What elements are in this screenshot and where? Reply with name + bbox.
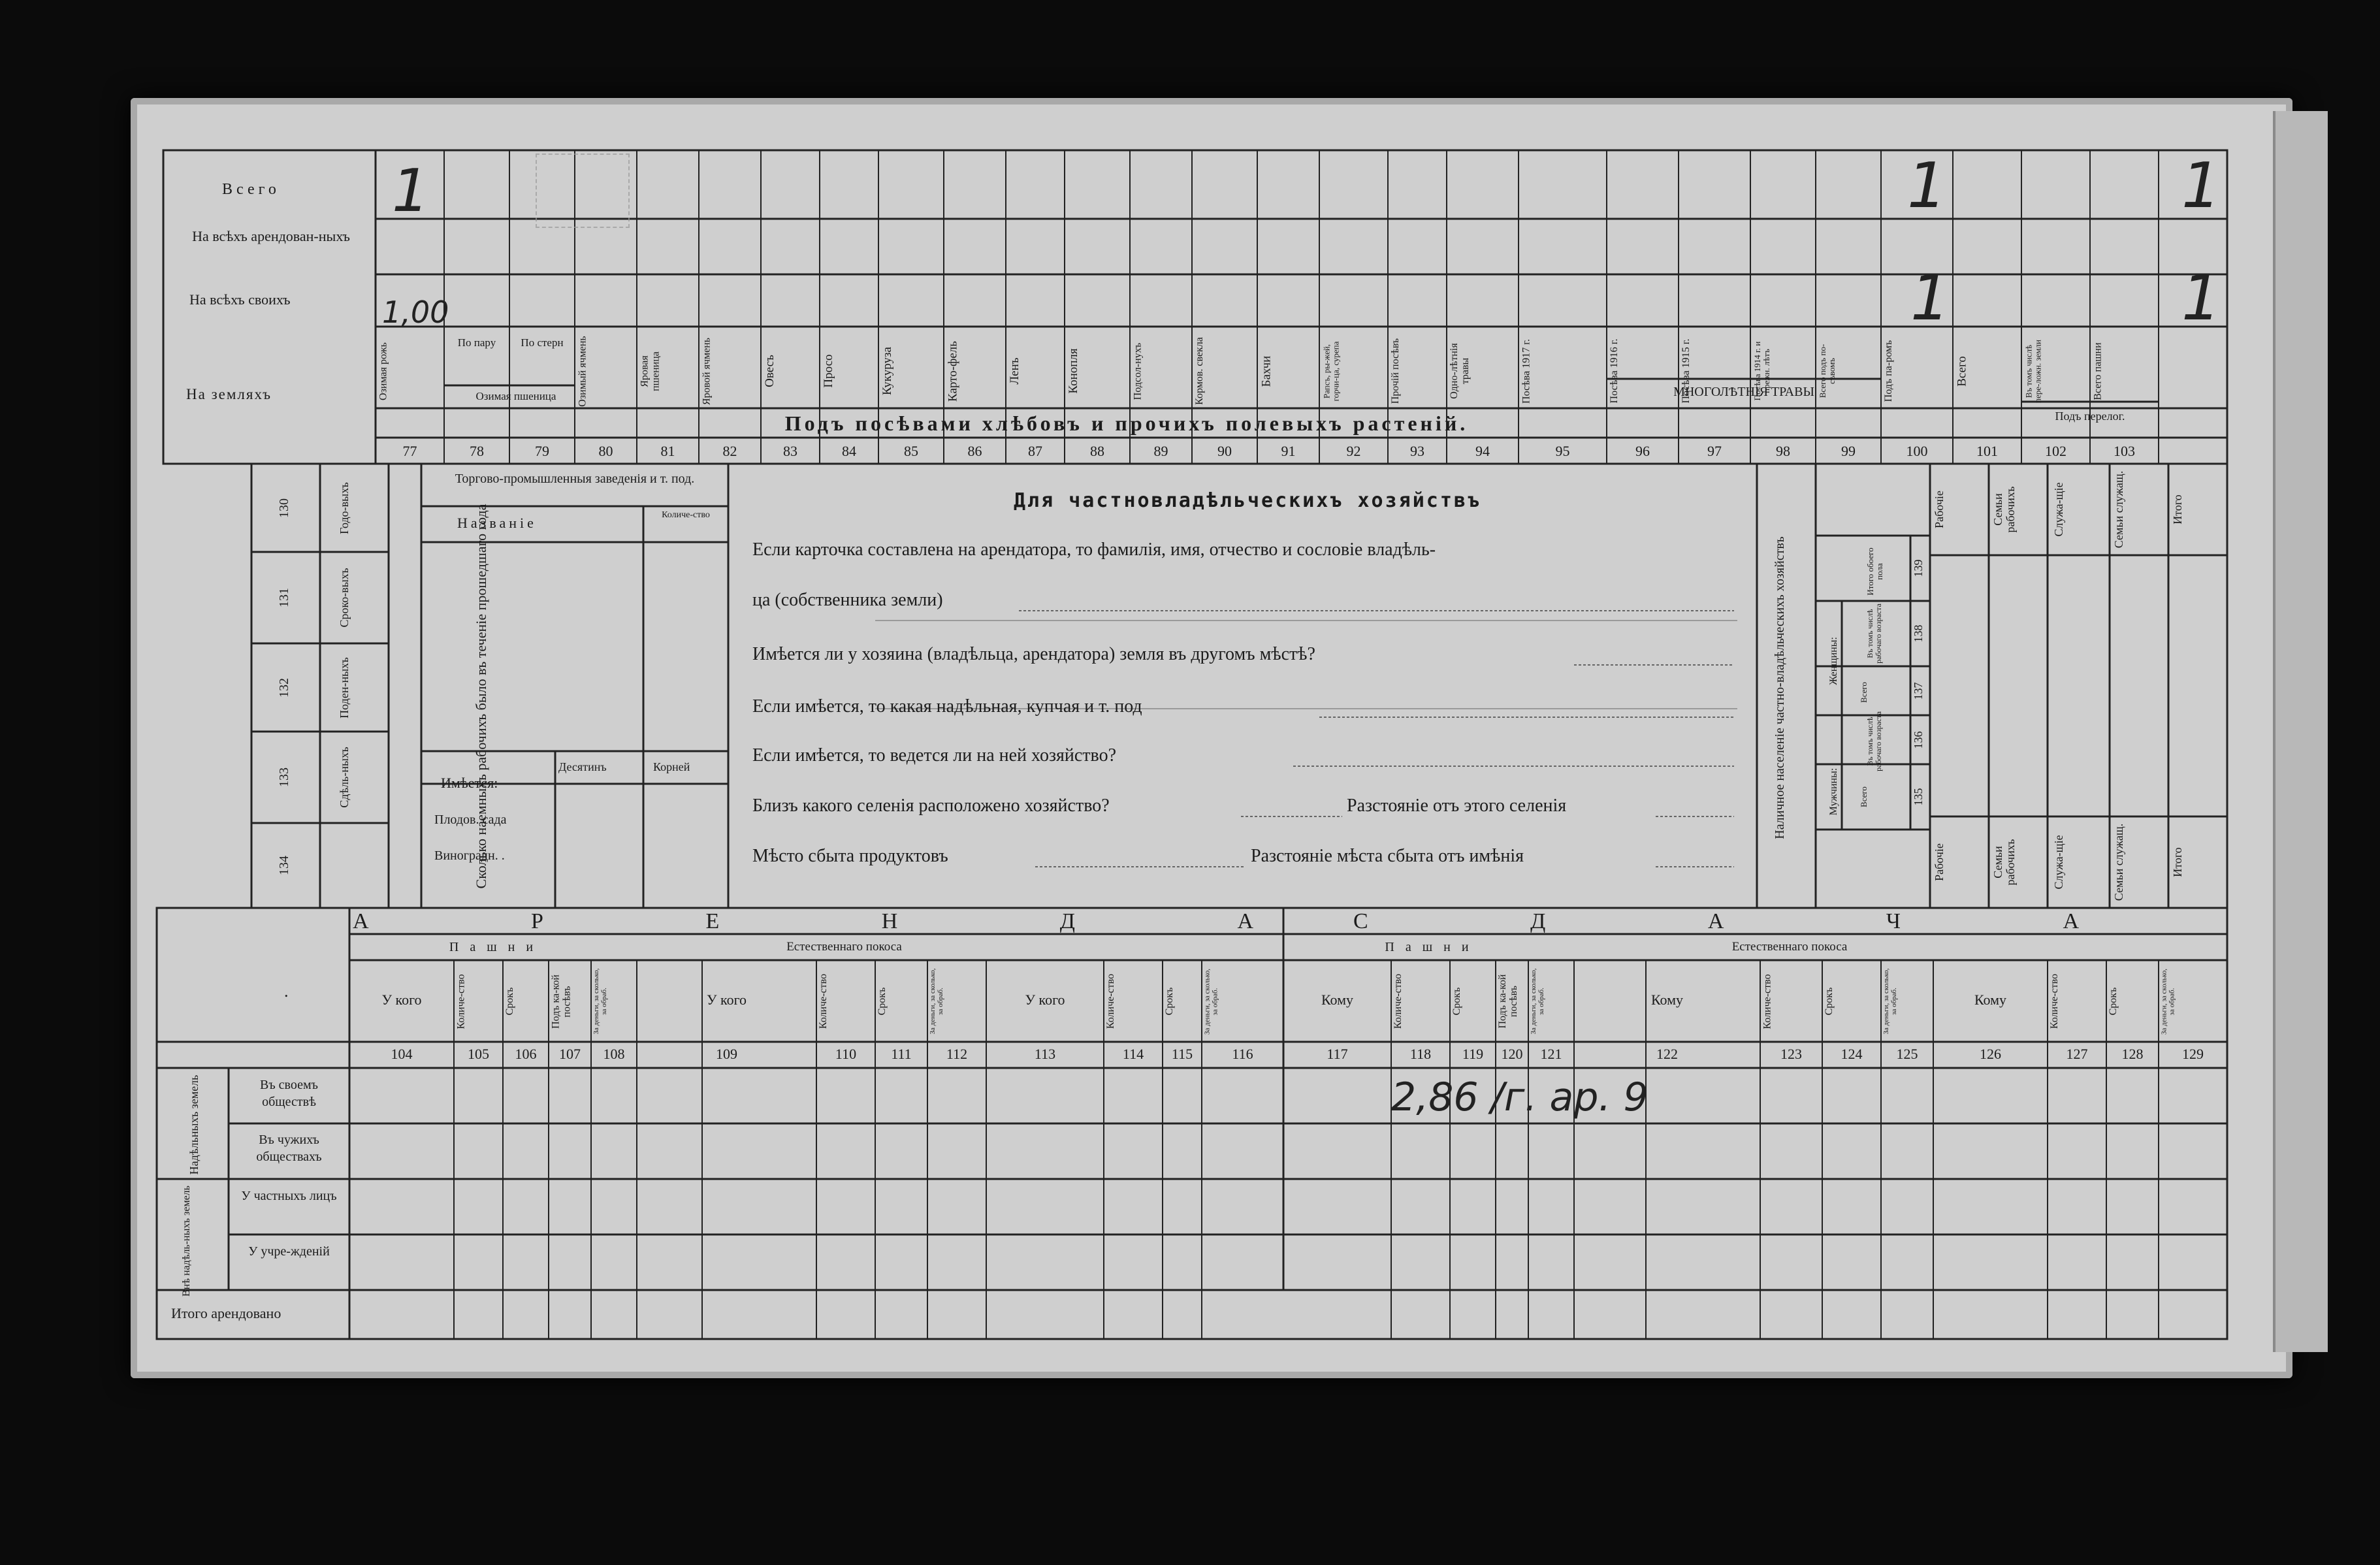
- hired-workers-label: Сколько наемныхъ рабочихъ было въ теченіе прошедшаго года: [473, 504, 489, 889]
- top-col-number: 97: [1707, 443, 1722, 459]
- bottom-col-number: 129: [2182, 1046, 2204, 1062]
- population-men: Мужчины:: [1828, 767, 1839, 816]
- top-col-number: 100: [1906, 443, 1928, 459]
- arenda-pokos: Естественнаго покоса: [786, 940, 902, 954]
- top-col-label: Просо: [822, 354, 835, 388]
- top-col-label: Всего: [1955, 355, 1969, 387]
- bottom-col-label: Кому: [1650, 992, 1684, 1008]
- private-q6: Мѣсто сбыта продуктовъ: [752, 846, 948, 866]
- top-col-label: Карто-фель: [946, 340, 959, 402]
- bottom-col-label: За деньги, за сколько, за обраб.: [2160, 968, 2176, 1035]
- bottom-col-label: За деньги, за сколько, за обраб.: [929, 968, 944, 1035]
- top-col-label: Ленъ: [1008, 357, 1021, 385]
- top-col-number: 86: [967, 443, 982, 459]
- arenda-pashni: П а ш н и: [449, 940, 538, 954]
- orchard-desyatin: Десятинъ: [558, 760, 607, 773]
- right-footer-label: Семьи служащ.: [2112, 823, 2125, 901]
- right-header-label: Семьи служащ.: [2112, 470, 2125, 549]
- top-col-number: 93: [1410, 443, 1424, 459]
- bottom-col-label: Срокъ: [876, 987, 888, 1016]
- sdacha-pokos: Естественнаго покоса: [1731, 940, 1848, 954]
- top-col-number: 91: [1281, 443, 1296, 459]
- right-footer-label: Итого: [2171, 847, 2184, 877]
- top-col-number: 96: [1635, 443, 1650, 459]
- top-col-number: 101: [1976, 443, 1998, 459]
- bottom-col-number: 118: [1409, 1046, 1432, 1062]
- top-col-number: 102: [2045, 443, 2066, 459]
- bottom-col-number: 115: [1171, 1046, 1193, 1062]
- top-col-number: 89: [1153, 443, 1168, 459]
- bottom-col-number: 110: [835, 1046, 857, 1062]
- population-col-number: 139: [1912, 559, 1925, 577]
- top-col-label: Всего подъ по-сѣвомъ: [1818, 344, 1837, 398]
- private-q6b: Разстояніе мѣста сбыта отъ имѣнія: [1251, 846, 1524, 866]
- top-col-label: Яровой ячмень: [701, 337, 712, 405]
- left-col-label: Сдѣль-ныхъ: [338, 747, 351, 808]
- top-col-label: Посѣва 1917 г.: [1520, 338, 1532, 404]
- hand-total-103: 1: [2181, 150, 2221, 222]
- bottom-col-number: 125: [1896, 1046, 1918, 1062]
- bottom-col-number: 128: [2121, 1046, 2144, 1062]
- private-title: Для частновладѣльческихъ хозяйствъ: [1013, 489, 1482, 512]
- top-col-label: Озимая рожь: [378, 342, 389, 400]
- top-col-label: Всего пашни: [2092, 342, 2103, 400]
- private-q5: Близъ какого селенія расположено хозяйство?: [752, 796, 1110, 816]
- bottom-col-label: Кому: [1321, 992, 1354, 1008]
- top-col-number: 80: [598, 443, 613, 459]
- top-col-label: Кормов. свекла: [1194, 337, 1205, 405]
- trade-qty-header: Количе-ство: [662, 510, 710, 520]
- top-col-number: 83: [783, 443, 797, 459]
- orchard-vineyard: Виноградн. .: [434, 848, 505, 863]
- orchard-fruit: Плодов. сада: [434, 813, 507, 827]
- private-q1: Если карточка составлена на арендатора, то фамилія, имя, отчество и сословіе владѣль-: [752, 540, 1436, 560]
- top-col-label: Одно-лѣтнія травы: [1449, 343, 1471, 399]
- right-header-label: Служа-щіе: [2051, 482, 2065, 537]
- orchard-has: Имѣется:: [441, 775, 498, 791]
- bottom-col-label: У кого: [1025, 992, 1065, 1008]
- population-col-number: 135: [1912, 788, 1925, 806]
- population-women-workers: Въ томъ числѣ рабочаго возраста: [1865, 604, 1883, 664]
- right-header-label: Рабочіе: [1933, 491, 1946, 528]
- population-col-number: 137: [1912, 682, 1925, 700]
- hand-own-77: 1,00: [382, 295, 449, 330]
- population-men-workers: Въ томъ числѣ рабочаго возраста: [1865, 711, 1883, 771]
- bottom-col-label: Срокъ: [2108, 987, 2119, 1016]
- trade-title: Торгово-промышленныя заведенія и т. под.: [455, 472, 695, 486]
- bottom-col-number: 123: [1780, 1046, 1802, 1062]
- top-col-label: Подсол-нухъ: [1132, 342, 1143, 400]
- hand-sdacha-row: 2,86 /г. ар. 9: [1391, 1074, 1648, 1120]
- top-col-label: Бахчи: [1259, 355, 1273, 387]
- population-women-total: Всего: [1859, 682, 1869, 703]
- top-col-number: 79: [535, 443, 549, 459]
- bottom-col-number: 117: [1327, 1046, 1348, 1062]
- top-col-number: 78: [470, 443, 484, 459]
- bottom-col-label: У кого: [706, 992, 747, 1008]
- top-col-number: 95: [1555, 443, 1570, 459]
- population-col-number: 138: [1912, 624, 1925, 643]
- bottom-col-number: 116: [1232, 1046, 1253, 1062]
- population-women: Женщины:: [1828, 637, 1839, 685]
- left-col-number: 133: [277, 767, 291, 787]
- bottom-col-label: Количе-ство: [1105, 973, 1116, 1029]
- population-grand-total: Итого обоего пола: [1865, 547, 1884, 596]
- top-col-number: 90: [1217, 443, 1232, 459]
- bottom-col-number: 122: [1656, 1046, 1678, 1062]
- left-col-label: Годо-выхъ: [338, 481, 351, 534]
- top-col-label: По пару: [457, 336, 496, 349]
- left-col-label: Сроко-выхъ: [338, 568, 351, 628]
- top-col-number: 87: [1028, 443, 1042, 459]
- bottom-col-number: 104: [391, 1046, 413, 1062]
- private-q5b: Разстояніе отъ этого селенія: [1347, 796, 1567, 816]
- bottom-col-number: 119: [1462, 1046, 1484, 1062]
- left-col-number: 131: [277, 588, 291, 607]
- bottom-col-label: Подъ ка-кой посѣвъ: [550, 974, 572, 1029]
- top-col-number: 81: [660, 443, 675, 459]
- top-col-label: Кукуруза: [880, 347, 894, 395]
- bottom-col-label: За деньги, за сколько, за обраб.: [1882, 968, 1898, 1035]
- top-col-number: 98: [1776, 443, 1790, 459]
- nadelnye-label: Надѣльныхъ земель: [187, 1074, 201, 1175]
- itogo-arendovano: Итого арендовано: [171, 1305, 281, 1321]
- left-col-number: 134: [277, 856, 291, 875]
- bottom-col-number: 105: [468, 1046, 489, 1062]
- hand-total-99: 1: [1907, 150, 1947, 222]
- top-col-number: 82: [722, 443, 737, 459]
- bottom-col-label: Срокъ: [1824, 987, 1835, 1016]
- bottom-col-label: Срокъ: [1451, 987, 1462, 1016]
- bottom-col-label: За деньги, за сколько, за обраб.: [1203, 968, 1219, 1035]
- top-col-label: Яровая пшеница: [639, 351, 661, 391]
- left-col-number: 130: [277, 498, 291, 518]
- bottom-col-label: Количе-ство: [1392, 973, 1404, 1029]
- hand-own-99: 1: [1910, 263, 1950, 334]
- bottom-col-number: 126: [1980, 1046, 2001, 1062]
- trade-name-header: Названіе: [457, 515, 537, 531]
- private-q4: Если имѣется, то ведется ли на ней хозяйство?: [752, 745, 1116, 766]
- population-col-number: 136: [1912, 731, 1925, 749]
- top-col-label: Прочій посѣвъ: [1390, 338, 1401, 404]
- bottom-col-label: Срокъ: [504, 987, 515, 1016]
- bottom-col-label: Подъ ка-кой посѣвъ: [1497, 974, 1519, 1029]
- population-title: Наличное населеніе частно-владѣльческихъ хозяйствъ: [1773, 536, 1787, 839]
- top-col-label: Посѣва 1916 г.: [1609, 338, 1620, 404]
- top-col-label: Рапсъ, ры-жей, горчи-ца, сурепа: [1321, 341, 1340, 401]
- pod-perelog-label: Подъ перелог.: [2055, 410, 2125, 423]
- arenda-title: А Р Е Н Д А: [353, 909, 1332, 933]
- u-chastnyh-label: У частныхъ лицъ: [241, 1189, 337, 1203]
- top-col-number: 94: [1475, 443, 1490, 459]
- bottom-col-number: 109: [716, 1046, 737, 1062]
- top-col-label: Посѣва 1914 г. и прежн. лѣтъ: [1752, 341, 1771, 401]
- top-col-number: 77: [402, 443, 417, 459]
- bottom-col-label: Количе-ство: [455, 973, 466, 1029]
- bottom-col-label: Количе-ство: [2049, 973, 2060, 1029]
- bottom-col-label: У кого: [381, 992, 422, 1008]
- top-col-label: По стерн: [521, 336, 564, 349]
- hand-total-77: 1: [392, 157, 430, 225]
- bottom-col-number: 113: [1034, 1046, 1056, 1062]
- v-svoem-label: Въ своемъ обществѣ: [260, 1078, 318, 1109]
- top-col-label: Овесъ: [763, 355, 777, 387]
- top-col-number: 92: [1346, 443, 1361, 459]
- mnogoletnie-travy-label: МНОГОЛѢТНІЯ ТРАВЫ: [1673, 385, 1814, 399]
- right-footer-label: Служа-щіе: [2051, 835, 2065, 890]
- row-label-lands: На земляхъ: [186, 386, 272, 402]
- bottom-col-number: 121: [1540, 1046, 1562, 1062]
- ozimaya-pshenitsa-label: Озимая пшеница: [475, 390, 556, 402]
- crops-banner: Подъ посѣвами хлѣбовъ и прочихъ полевыхъ растеній.: [784, 411, 1469, 435]
- top-col-number: 85: [904, 443, 918, 459]
- hand-own-103: 1: [2181, 263, 2221, 334]
- private-q1b: ца (собственника земли): [752, 590, 943, 610]
- bottom-col-number: 108: [603, 1046, 625, 1062]
- right-footer-label: Семьи рабочихъ: [1991, 839, 2017, 886]
- top-col-number: 84: [842, 443, 856, 459]
- private-q3: Если имѣется, то какая надѣльная, купчая и т. под: [752, 696, 1142, 717]
- bottom-col-number: 124: [1841, 1046, 1863, 1062]
- right-footer-label: Рабочіе: [1933, 843, 1946, 881]
- left-col-number: 132: [277, 677, 291, 698]
- bottom-col-number: 112: [946, 1046, 968, 1062]
- bottom-col-number: 107: [559, 1046, 581, 1062]
- bottom-col-label: За деньги, за сколько, за обраб.: [592, 968, 608, 1035]
- population-men-total: Всего: [1859, 786, 1869, 807]
- bottom-col-label: Кому: [1974, 992, 2007, 1008]
- sdacha-title: С Д А Ч А: [1353, 909, 2158, 933]
- vnenadelnye-label: Внѣ надѣль-ныхъ земель: [181, 1186, 192, 1297]
- bottom-col-label: За деньги, за сколько, за обраб.: [1530, 968, 1545, 1035]
- top-col-label: Посѣва 1915 г.: [1680, 338, 1692, 404]
- bottom-col-number: 114: [1122, 1046, 1144, 1062]
- top-col-label: Конопля: [1067, 348, 1080, 394]
- bottom-col-label: Срокъ: [1164, 987, 1175, 1016]
- top-col-number: 99: [1841, 443, 1856, 459]
- u-uchrezhdeniy-label: У учре-жденій: [248, 1244, 330, 1259]
- faded-stamp: [536, 153, 630, 228]
- bottom-col-label: Количе-ство: [1761, 973, 1773, 1029]
- left-col-label: Поден-ныхъ: [338, 656, 351, 718]
- top-col-label: Озимый ячмень: [577, 335, 588, 407]
- row-label-rented: На всѣхъ арендован-ныхъ: [192, 228, 350, 244]
- bottom-col-number: 127: [2066, 1046, 2088, 1062]
- top-col-label: Въ томъ числѣ пере-ложн. земли: [2023, 339, 2042, 403]
- orchard-korney: Корней: [653, 760, 690, 773]
- row-label-own: На всѣхъ своихъ: [189, 291, 291, 308]
- top-col-label: Подъ па-ромъ: [1883, 340, 1894, 402]
- bottom-col-label: Количе-ство: [818, 973, 829, 1029]
- private-q2: Имѣется ли у хозяина (владѣльца, арендатора) земля въ другомъ мѣстѣ?: [752, 644, 1315, 664]
- top-col-number: 88: [1090, 443, 1104, 459]
- top-col-number: 103: [2114, 443, 2135, 459]
- bottom-col-number: 111: [891, 1046, 912, 1062]
- right-header-label: Итого: [2171, 494, 2184, 524]
- dot-mark: .: [284, 982, 289, 1001]
- row-label-total: Всего: [222, 181, 280, 198]
- v-chuzhih-label: Въ чужихъ обществахъ: [256, 1133, 322, 1164]
- bottom-col-number: 120: [1501, 1046, 1523, 1062]
- right-header-label: Семьи рабочихъ: [1991, 486, 2017, 533]
- bottom-col-number: 106: [515, 1046, 537, 1062]
- sdacha-pashni: П а ш н и: [1385, 940, 1473, 954]
